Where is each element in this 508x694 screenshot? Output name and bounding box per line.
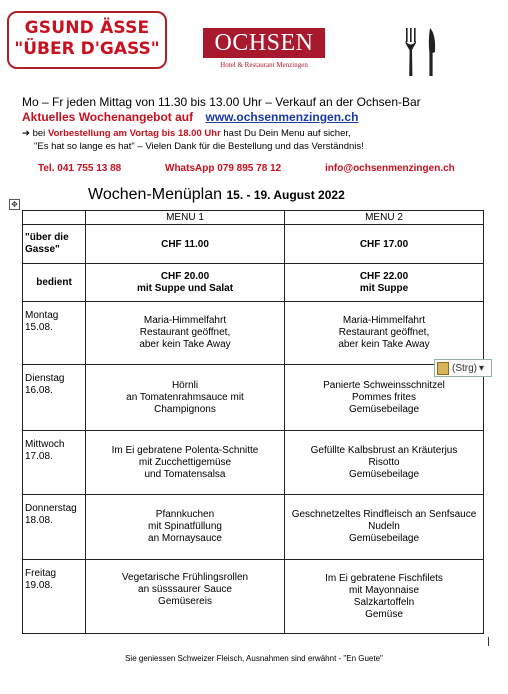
whatsapp-number[interactable]: WhatsApp 079 895 78 12 <box>165 163 282 174</box>
weekly-offer-line <box>22 110 358 124</box>
menu-2-cell: Geschnetzeltes Rindfleisch an Senfsauce Nudeln Gemüsebeilage <box>285 495 484 560</box>
thanks-line: "Es hat so lange es hat" – Vielen Dank für die Bestellung und das Verständnis! <box>34 141 364 152</box>
day-cell: Freitag 19.08. <box>23 560 86 634</box>
paste-options-label: (Strg) <box>452 363 477 374</box>
price-label-gasse: "über die Gasse" <box>23 225 86 264</box>
price-bedient-menu-2 <box>285 264 484 302</box>
menu-plan-title <box>88 186 345 204</box>
badge-line-2: "ÜBER D'GASS" <box>14 39 160 59</box>
menu-2-cell: Maria-Himmelfahrt Restaurant geöffnet, aber kein Take Away <box>285 302 484 365</box>
price-label-bedient: bedient <box>23 264 86 302</box>
price-row-gasse <box>23 225 484 264</box>
weekly-menu-table <box>22 210 484 634</box>
preorder-deadline: Vorbestellung am Vortag bis 18.00 Uhr <box>47 128 221 139</box>
menu-2-cell: Gefüllte Kalbsbrust an Kräuterjus Risotto Gemüsebeilage <box>285 431 484 495</box>
fork-knife-icon <box>404 26 438 78</box>
menu-2-cell: Im Ei gebratene Fischfilets mit Mayonnaise Salzkartoffeln Gemüse <box>285 560 484 634</box>
preorder-pre: bei <box>29 128 48 139</box>
header-menu-1: MENU 1 <box>86 211 285 225</box>
menu-1-cell: Pfannkuchen mit Spinatfüllung an Mornaysauce <box>86 495 285 560</box>
day-cell: Mittwoch 17.08. <box>23 431 86 495</box>
ochsen-logo-subtitle: Hotel & Restaurant Menzingen <box>220 61 308 69</box>
menu-1-cell: Maria-Himmelfahrt Restaurant geöffnet, aber kein Take Away <box>86 302 285 365</box>
header-empty <box>23 211 86 225</box>
text-cursor <box>488 637 489 646</box>
table-row <box>23 560 484 634</box>
menu-1-cell: Im Ei gebratene Polenta-Schnitte mit Zucchettigemüse und Tomatensalsa <box>86 431 285 495</box>
header-menu-2: MENU 2 <box>285 211 484 225</box>
website-link[interactable]: www.ochsenmenzingen.ch <box>205 110 359 124</box>
price-bedient-menu-2-amount: CHF 22.00 <box>359 270 409 282</box>
preorder-line <box>22 128 351 139</box>
menu-plan-title-main: Wochen-Menüplan <box>88 186 223 203</box>
price-bedient-menu-2-note: mit Suppe <box>359 282 409 294</box>
table-row <box>23 302 484 365</box>
weekly-offer-label: Aktuelles Wochenangebot auf <box>22 110 194 124</box>
day-cell: Donnerstag 18.08. <box>23 495 86 560</box>
email-address[interactable]: info@ochsenmenzingen.ch <box>325 163 455 174</box>
footer-note: Sie geniessen Schweizer Fleisch, Ausnahmen sind erwähnt - "En Guete" <box>125 654 383 663</box>
table-header-row <box>23 211 484 225</box>
arrow-right-icon: ➔ <box>22 128 30 139</box>
day-cell: Dienstag 16.08. <box>23 365 86 431</box>
price-bedient-menu-1 <box>86 264 285 302</box>
price-bedient-menu-1-note: mit Suppe und Salat <box>136 282 234 294</box>
table-row <box>23 495 484 560</box>
price-gasse-menu-1: CHF 11.00 <box>86 225 285 264</box>
price-row-bedient <box>23 264 484 302</box>
ochsen-logo: OCHSEN <box>203 28 325 58</box>
phone-number[interactable]: Tel. 041 755 13 88 <box>38 163 122 174</box>
menu-1-cell: Hörnli an Tomatenrahmsauce mit Champignons <box>86 365 285 431</box>
table-row <box>23 365 484 431</box>
menu-2-cell: Panierte Schweinsschnitzel Pommes frites Gemüsebeilage <box>285 365 484 431</box>
badge-line-1: GSUND ÄSSE <box>24 18 150 38</box>
table-row <box>23 431 484 495</box>
chevron-down-icon: ▾ <box>479 363 485 374</box>
price-bedient-menu-1-amount: CHF 20.00 <box>160 270 210 282</box>
menu-plan-dates: 15. - 19. August 2022 <box>226 188 345 202</box>
menu-1-cell: Vegetarische Frühlingsrollen an süsssaurer Sauce Gemüsereis <box>86 560 285 634</box>
day-cell: Montag 15.08. <box>23 302 86 365</box>
gsund-aesse-badge <box>7 11 167 69</box>
clipboard-icon <box>437 362 449 375</box>
paste-options-button[interactable] <box>434 359 492 377</box>
preorder-post: hast Du Dein Menu auf sicher, <box>220 128 351 139</box>
opening-hours-text: Mo – Fr jeden Mittag von 11.30 bis 13.00 Uhr – Verkauf an der Ochsen-Bar <box>22 95 421 109</box>
price-gasse-menu-2: CHF 17.00 <box>285 225 484 264</box>
table-move-handle-icon[interactable]: ✥ <box>9 199 20 210</box>
